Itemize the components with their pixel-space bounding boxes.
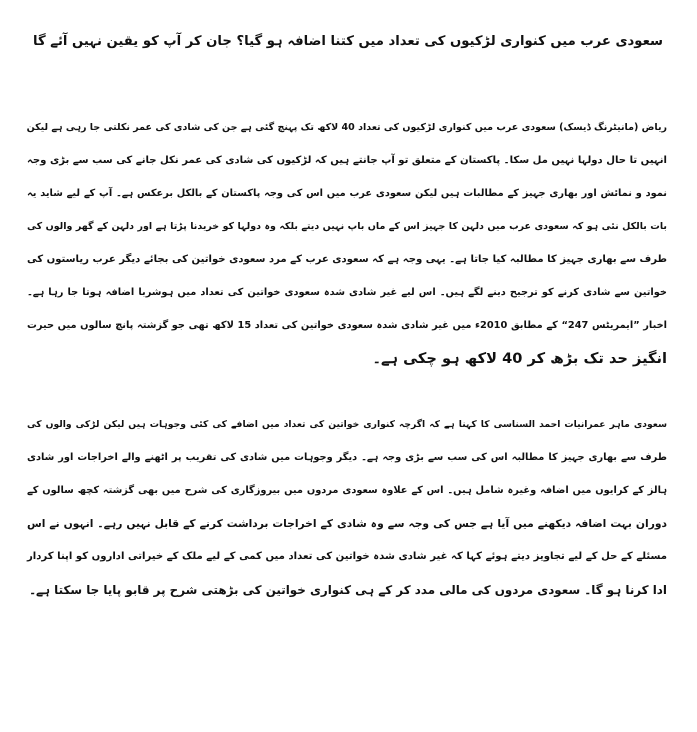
paragraph-2-line-3: ہالز کے کرایوں میں اضافہ وغیرہ شامل ہیں۔ اس کے علاوہ سعودی مردوں میں بیروزگاری کی شرح میں بھی گزشتہ کچھ سالوں کے (27, 485, 667, 496)
paragraph-1-line-7: اخبار ”ایمریٹس 247“ کے مطابق 2010ء میں غیر شادی شدہ سعودی خواتین کی تعداد 15 لاکھ تھی جو گزشتہ پانچ سالوں میں حیرت (27, 320, 667, 331)
paragraph-2-line-5: مسئلے کے حل کے لیے تجاویز دیتے ہوئے کہا کہ غیر شادی شدہ خواتین کی تعداد میں کمی کے لیے ملک کے خیراتی اداروں کو اپنا کردار (27, 551, 667, 562)
paragraph-1-line-8: انگیز حد تک بڑھ کر 40 لاکھ ہو چکی ہے۔ (372, 350, 667, 367)
paragraph-1-line-2: انہیں تا حال دولہا نہیں مل سکا۔ پاکستان کے متعلق تو آپ جانتے ہیں کہ لڑکیوں کی شادی کی عمر نکل جانے کی سب سے بڑی وجہ (27, 155, 667, 166)
paragraph-1-line-4: بات بالکل نئی ہو کہ سعودی عرب میں دلہن کا جہیز اس کے ماں باپ نہیں دیتے بلکہ وہ دولہا کو خریدنا پڑتا ہے اور دلہن کے گھر والوں کی (27, 221, 667, 232)
paragraph-2-line-1: سعودی ماہر عمرانیات احمد السناسی کا کہنا ہے کہ اگرچہ کنواری خواتین کی تعداد میں اضافے کی کئی وجوہات ہیں لیکن لڑکی والوں کی (27, 419, 667, 430)
paragraph-1-line-5: طرف سے بھاری جہیز کا مطالبہ کیا جاتا ہے۔ یہی وجہ ہے کہ سعودی عرب کے مرد سعودی خواتین کی بجائے دیگر عرب ریاستوں کی (27, 254, 667, 265)
paragraph-2-line-2: طرف سے بھاری جہیز کا مطالبہ اس کی سب سے بڑی وجہ ہے۔ دیگر وجوہات میں شادی کی تقریب پر اٹھنے والے اخراجات اور شادی (27, 452, 667, 463)
paragraph-1-line-6: خواتین سے شادی کرنے کو ترجیح دینے لگے ہیں۔ اس لیے غیر شادی شدہ سعودی خواتین کی تعداد میں ہوشربا اضافہ ہوتا جا رہا ہے۔ (27, 287, 667, 298)
paragraph-2-line-6: ادا کرنا ہو گا۔ سعودی مردوں کی مالی مدد کر کے ہی کنواری خواتین کی بڑھتی شرح پر قابو پایا جا سکتا ہے۔ (29, 583, 667, 597)
paragraph-1-line-1: ریاض (مانیٹرنگ ڈیسک) سعودی عرب میں کنواری لڑکیوں کی تعداد 40 لاکھ تک پہنچ گئی ہے جن کی شادی کی عمر نکلتی جا رہی ہے لیکن (26, 122, 667, 133)
article-headline: سعودی عرب میں کنواری لڑکیوں کی تعداد میں کتنا اضافہ ہو گیا؟ جان کر آپ کو یقین نہیں آئے گا (33, 34, 663, 49)
paragraph-2-line-4: دوران بہت اضافہ دیکھنے میں آیا ہے جس کی وجہ سے وہ شادی کے اخراجات برداشت کرنے کے قابل نہیں رہے۔ انہوں نے اس (27, 517, 667, 530)
paragraph-1-line-3: نمود و نمائش اور بھاری جہیز کے مطالبات ہیں لیکن سعودی عرب میں اس کی وجہ پاکستان کے بالکل برعکس ہے۔ آپ کے لیے شاید یہ (27, 188, 667, 199)
